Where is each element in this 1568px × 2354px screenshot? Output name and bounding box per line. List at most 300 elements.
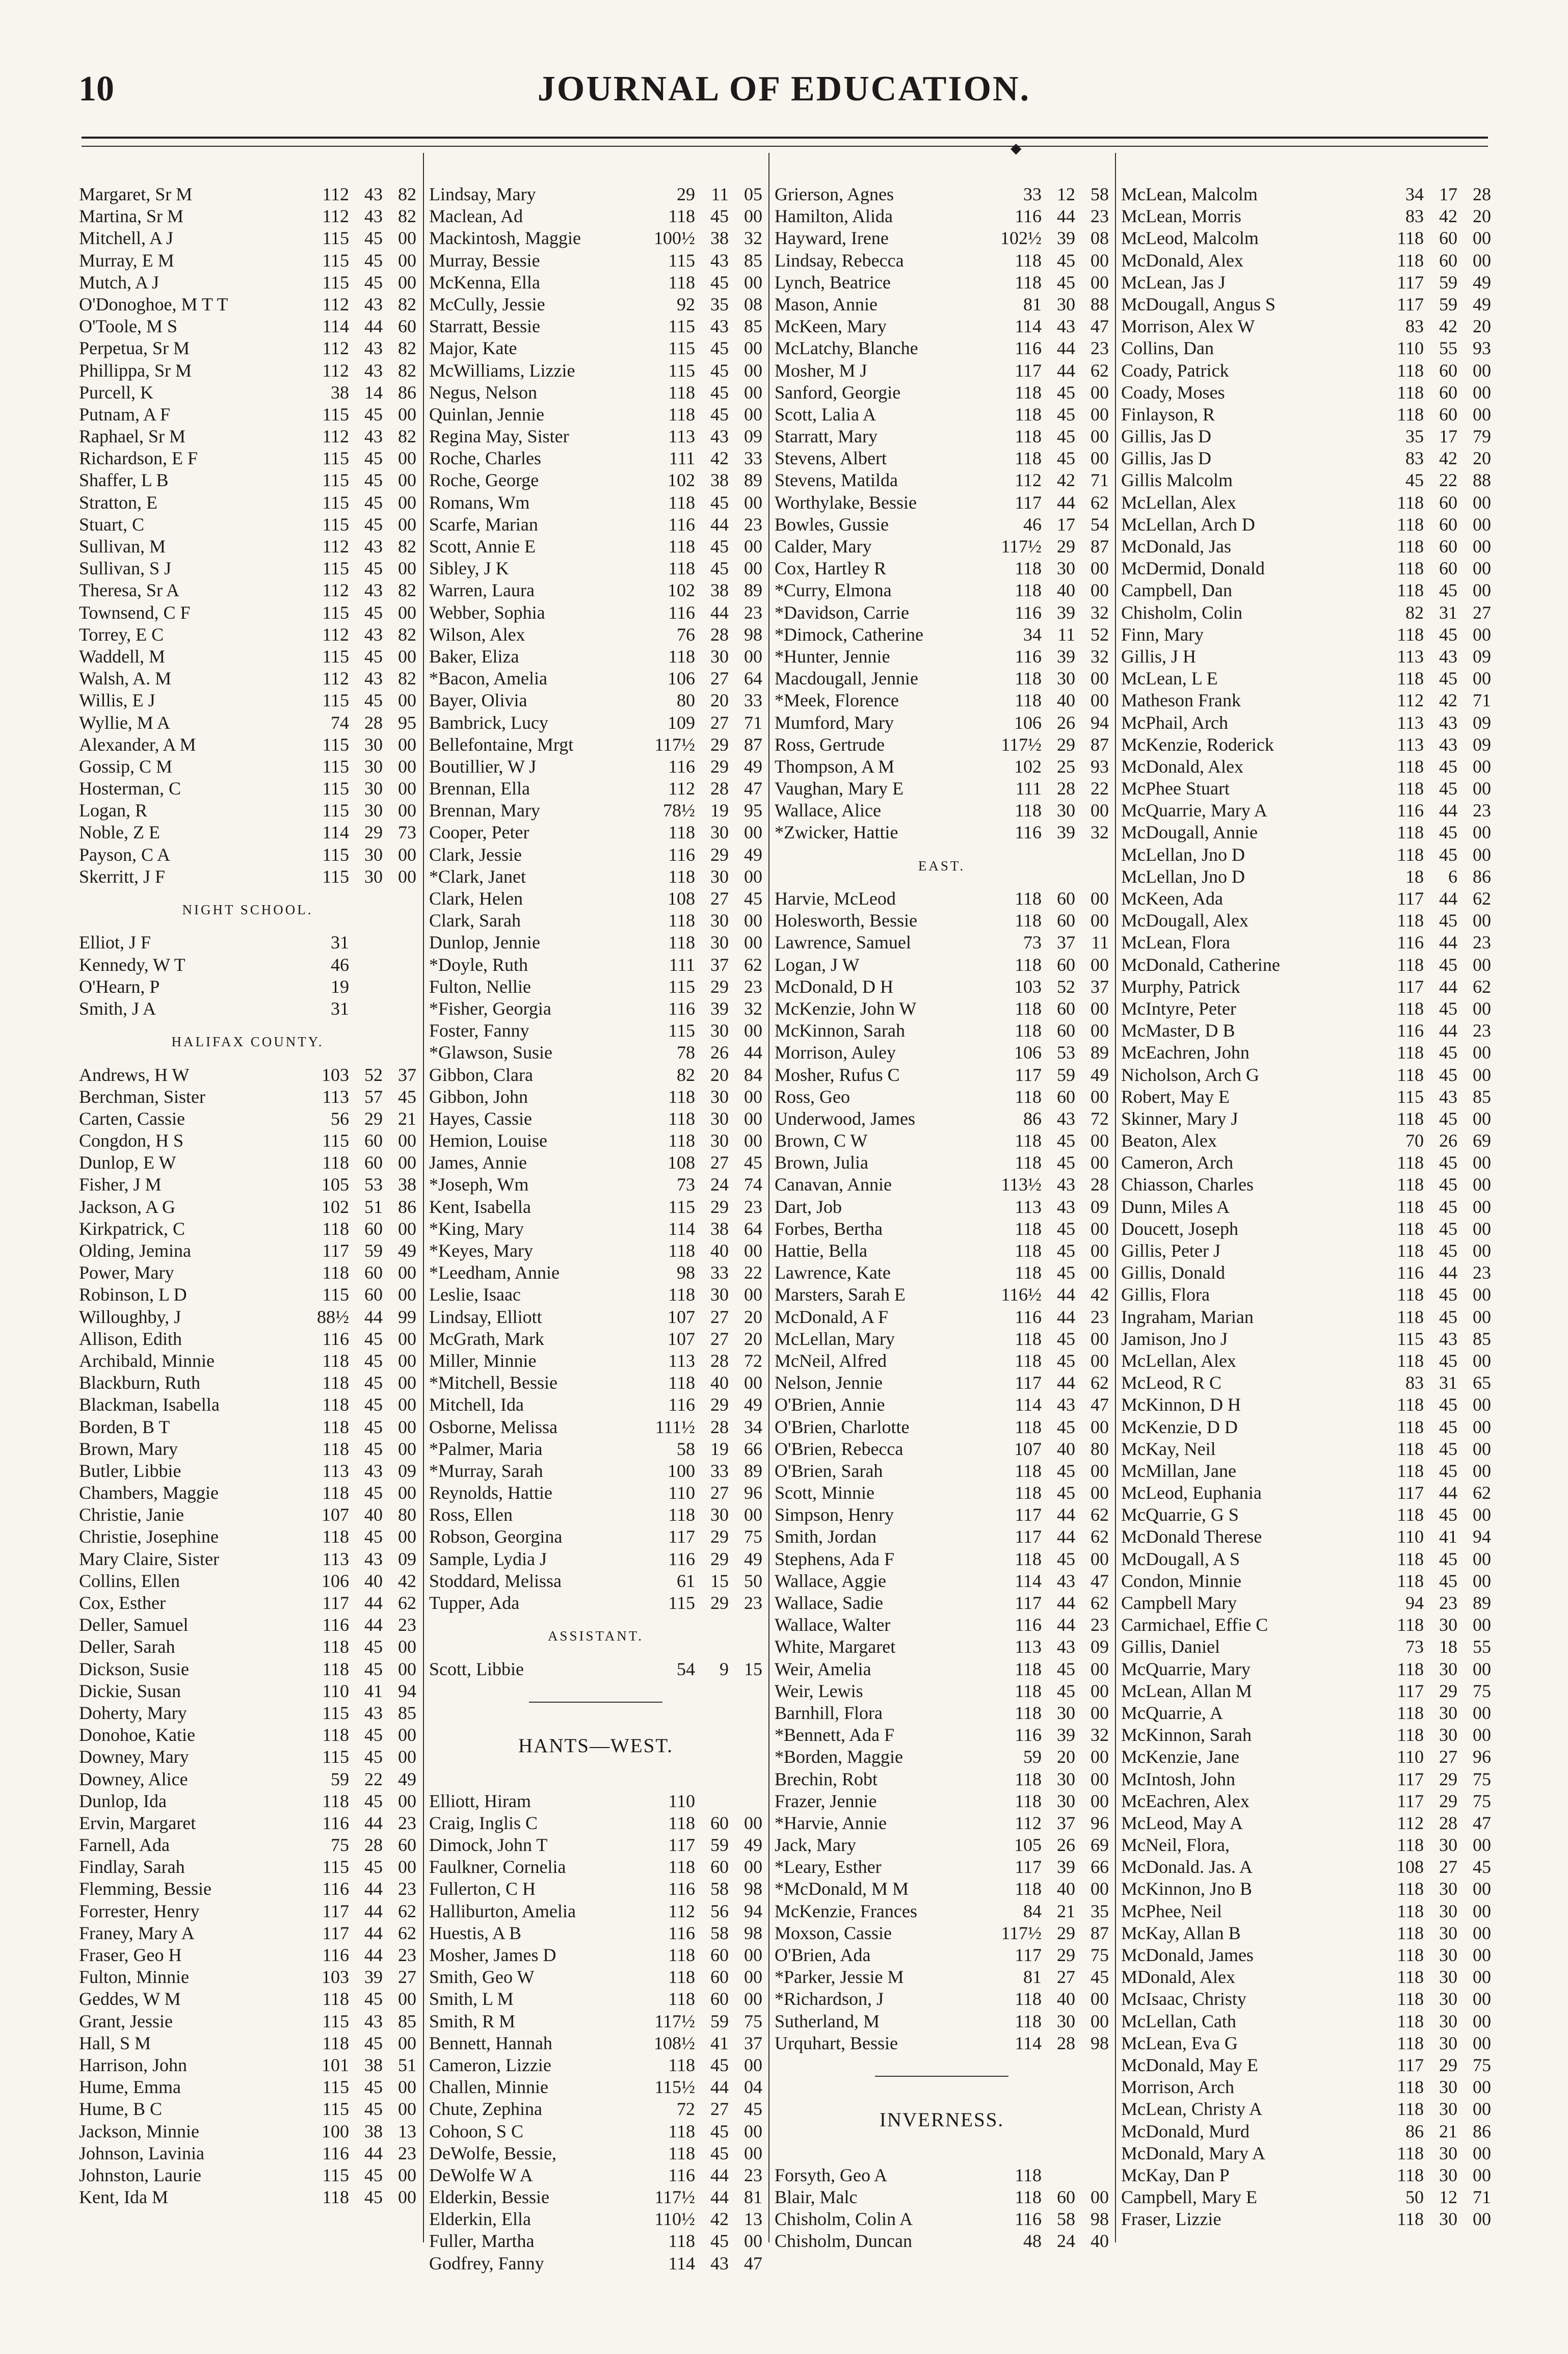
entry-name: Macdougall, Jennie <box>775 668 918 689</box>
entry-amount-dollars: 60 <box>710 1945 729 1966</box>
entry-amount-dollars: 29 <box>1057 1945 1075 1966</box>
entry-days: 118 <box>668 1989 695 2009</box>
entry-name: Dart, Job <box>775 1196 842 1217</box>
entry-amount-cents: 00 <box>1473 1460 1491 1481</box>
entry-amount-dollars: 27 <box>710 1328 729 1349</box>
entry-name: Wyllie, M A <box>79 712 170 733</box>
entry-name: Kennedy, W T <box>79 954 185 975</box>
entry-amount-cents: 75 <box>1473 2054 1491 2075</box>
entry-amount-dollars: 44 <box>364 1900 383 1921</box>
entry-days: 117 <box>1015 1857 1042 1877</box>
entry-days: 116 <box>668 756 695 777</box>
list-item <box>775 1592 1109 1614</box>
entry-name: *Zwicker, Hattie <box>775 822 898 843</box>
entry-name: Kent, Ida M <box>79 2187 168 2208</box>
entry-name: Harrison, John <box>79 2054 187 2075</box>
list-item <box>1121 1130 1491 1152</box>
entry-amount-dollars: 39 <box>710 998 729 1019</box>
entry-name: Stevens, Matilda <box>775 470 898 491</box>
entry-days: 118 <box>1015 1086 1042 1107</box>
entry-amount-dollars: 60 <box>1439 558 1457 579</box>
entry-amount-cents: 00 <box>398 1350 416 1371</box>
list-item <box>1121 272 1491 294</box>
entry-name: Chisholm, Colin <box>1121 602 1243 623</box>
list-item <box>429 1284 762 1306</box>
entry-name: *Clark, Janet <box>429 866 526 887</box>
entry-days: 118 <box>322 1152 349 1173</box>
entry-days: 54 <box>677 1658 695 1679</box>
entry-days: 117½ <box>1001 1922 1042 1943</box>
entry-days: 117 <box>1397 294 1424 314</box>
entry-days: 112 <box>322 294 349 314</box>
entry-amount-cents: 98 <box>744 1879 762 1899</box>
entry-name: Dickie, Susan <box>79 1680 181 1701</box>
entry-name: Condon, Minnie <box>1121 1570 1242 1591</box>
entry-name: Scott, Annie E <box>429 536 536 557</box>
entry-name: McDonald, May E <box>1121 2054 1258 2075</box>
entry-amount-cents: 00 <box>398 1152 416 1173</box>
list-item <box>429 1944 762 1966</box>
entry-amount-cents: 44 <box>744 1042 762 1063</box>
entry-amount-cents: 60 <box>398 1835 416 1856</box>
entry-days: 50 <box>1405 2187 1424 2208</box>
entry-amount-dollars: 60 <box>364 1152 383 1173</box>
entry-amount-dollars: 59 <box>710 2011 729 2031</box>
entry-amount-cents: 00 <box>1091 1350 1109 1371</box>
entry-name: Jackson, Minnie <box>79 2121 199 2141</box>
spacer <box>429 1768 762 1790</box>
entry-amount-dollars: 12 <box>1439 2187 1457 2208</box>
entry-name: Mitchell, A J <box>79 228 174 249</box>
entry-amount-dollars: 51 <box>364 1196 383 1217</box>
entry-amount-cents <box>383 932 416 954</box>
entry-amount-dollars: 30 <box>1439 1702 1457 1723</box>
entry-days: 118 <box>668 1240 695 1261</box>
entry-days: 118 <box>668 2121 695 2141</box>
entry-days: 115 <box>322 448 349 469</box>
entry-amount-cents: 00 <box>1091 1460 1109 1481</box>
list-item <box>79 337 416 359</box>
list-item <box>1121 315 1491 337</box>
entry-amount-dollars: 30 <box>1439 1900 1457 1921</box>
entry-days: 118 <box>1397 1064 1424 1085</box>
list-item <box>429 2076 762 2098</box>
entry-amount-dollars: 30 <box>710 1108 729 1129</box>
entry-name: McLellan, Cath <box>1121 2011 1236 2031</box>
entry-amount-cents: 00 <box>398 1636 416 1657</box>
entry-days: 78½ <box>663 800 695 821</box>
list-item <box>1121 2076 1491 2098</box>
entry-amount-cents: 49 <box>744 1835 762 1856</box>
entry-amount-dollars: 45 <box>364 1989 383 2009</box>
entry-days: 116 <box>322 1812 349 1833</box>
entry-name: Dunlop, Ida <box>79 1790 167 1811</box>
entry-amount-cents: 74 <box>744 1174 762 1195</box>
entry-amount-dollars: 29 <box>710 734 729 755</box>
entry-name: Elderkin, Ella <box>429 2209 531 2230</box>
entry-name: Gillis, Donald <box>1121 1262 1225 1283</box>
entry-days: 115 <box>322 1130 349 1151</box>
list-item <box>79 1196 416 1218</box>
entry-amount-cents: 49 <box>1091 1064 1109 1085</box>
list-item <box>1121 1592 1491 1614</box>
entry-days: 117 <box>1397 1483 1424 1503</box>
entry-amount-cents: 45 <box>744 1152 762 1173</box>
list-item <box>429 1812 762 1834</box>
entry-amount-dollars: 44 <box>1439 1262 1457 1283</box>
entry-amount-cents: 00 <box>1473 1615 1491 1635</box>
entry-amount-dollars: 45 <box>1439 954 1457 975</box>
list-item <box>429 1460 762 1482</box>
entry-amount-dollars: 60 <box>1439 250 1457 271</box>
list-item <box>775 1328 1109 1350</box>
entry-name: Warren, Laura <box>429 580 535 601</box>
entry-amount-cents: 00 <box>744 1945 762 1966</box>
list-item <box>429 2230 762 2252</box>
list-item <box>1121 1240 1491 1262</box>
entry-days: 118 <box>668 558 695 579</box>
entry-days: 113 <box>1397 734 1424 755</box>
entry-days: 117 <box>1015 1526 1042 1547</box>
entry-days: 34 <box>1023 624 1042 645</box>
list-item <box>429 1988 762 2010</box>
entry-amount-cents: 85 <box>1473 1328 1491 1349</box>
entry-amount-dollars: 43 <box>1439 1086 1457 1107</box>
entry-amount-cents: 09 <box>1091 1636 1109 1657</box>
entry-amount-cents: 23 <box>744 1196 762 1217</box>
entry-name: Archibald, Minnie <box>79 1350 215 1371</box>
entry-name: Mackintosh, Maggie <box>429 228 581 249</box>
list-item <box>775 337 1109 359</box>
entry-amount-dollars: 27 <box>710 668 729 689</box>
entry-amount-cents: 08 <box>1091 228 1109 249</box>
entry-amount-cents: 64 <box>744 1218 762 1239</box>
list-item <box>79 844 416 866</box>
list-item <box>775 2011 1109 2032</box>
entry-name: *Davidson, Carrie <box>775 602 909 623</box>
list-item <box>79 514 416 536</box>
section-heading: ASSISTANT. <box>547 1628 644 1644</box>
entry-days: 72 <box>677 2099 695 2120</box>
list-item <box>1121 1812 1491 1834</box>
entry-amount-cents: 23 <box>1473 1262 1491 1283</box>
entry-amount-dollars: 38 <box>710 470 729 491</box>
list-item <box>429 272 762 294</box>
entry-amount-cents: 00 <box>1473 1504 1491 1525</box>
entry-amount-dollars: 43 <box>364 1460 383 1481</box>
entry-amount-cents: 00 <box>1473 624 1491 645</box>
entry-amount-dollars: 30 <box>1439 1658 1457 1679</box>
entry-amount-dollars: 29 <box>1057 536 1075 557</box>
entry-amount-dollars: 33 <box>710 1460 729 1481</box>
entry-days: 103 <box>1014 976 1042 997</box>
entry-amount-cents: 87 <box>1091 1922 1109 1943</box>
list-item <box>79 1856 416 1878</box>
entry-amount-cents: 00 <box>398 2077 416 2098</box>
list-item <box>429 360 762 382</box>
entry-amount-dollars: 45 <box>364 1328 383 1349</box>
entry-amount-dollars: 28 <box>364 712 383 733</box>
entry-amount-dollars: 26 <box>710 1042 729 1063</box>
entry-days: 112 <box>322 624 349 645</box>
list-item <box>79 536 416 558</box>
entry-days: 118 <box>668 1945 695 1966</box>
entry-days: 94 <box>1405 1593 1424 1613</box>
entry-amount-cents: 23 <box>744 514 762 535</box>
entry-amount-cents: 93 <box>1473 338 1491 359</box>
entry-amount-dollars: 41 <box>710 2032 729 2053</box>
entry-days: 117 <box>1015 1945 1042 1966</box>
entry-amount-cents: 00 <box>744 932 762 953</box>
list-item <box>79 315 416 337</box>
list-item <box>79 2164 416 2186</box>
entry-days: 118 <box>668 646 695 667</box>
entry-days: 115 <box>668 338 695 359</box>
entry-amount-dollars: 45 <box>364 2099 383 2120</box>
list-item <box>79 1548 416 1570</box>
list-item <box>1121 624 1491 646</box>
list-item <box>79 2032 416 2054</box>
entry-name: Lawrence, Samuel <box>775 932 911 953</box>
entry-amount-cents: 69 <box>1473 1130 1491 1151</box>
entry-amount-dollars: 30 <box>1057 1790 1075 1811</box>
list-item <box>79 272 416 294</box>
list-item <box>1121 2208 1491 2230</box>
entry-amount-cents: 00 <box>1091 1879 1109 1899</box>
list-item <box>775 1944 1109 1966</box>
entry-name: Godfrey, Fanny <box>429 2253 544 2273</box>
header-rule-thin <box>82 146 1488 147</box>
entry-days: 112 <box>1015 470 1042 491</box>
list-item <box>775 227 1109 249</box>
entry-name: McKinnon, Sarah <box>1121 1725 1252 1745</box>
entry-amount-dollars: 29 <box>364 1108 383 1129</box>
entry-name: Clark, Helen <box>429 888 523 909</box>
list-item <box>775 250 1109 272</box>
entry-amount-cents: 00 <box>1473 1218 1491 1239</box>
entry-days: 118 <box>1397 1879 1424 1899</box>
entry-name: McDonald, James <box>1121 1945 1254 1965</box>
entry-name: Fulton, Minnie <box>79 1967 190 1988</box>
entry-days: 75 <box>331 1835 349 1856</box>
entry-amount-cents: 00 <box>1473 1702 1491 1723</box>
entry-amount-cents: 00 <box>1091 1790 1109 1811</box>
entry-amount-dollars: 40 <box>710 1372 729 1393</box>
entry-amount-dollars: 30 <box>1439 2077 1457 2098</box>
entry-name: Nicholson, Arch G <box>1121 1064 1259 1085</box>
entry-amount-cents: 00 <box>1091 1747 1109 1767</box>
entry-amount-cents: 82 <box>398 206 416 227</box>
list-item <box>1121 1504 1491 1526</box>
entry-name: Gillis, Jas D <box>1121 448 1212 469</box>
entry-days: 118 <box>668 822 695 843</box>
entry-amount-dollars: 11 <box>1057 624 1075 645</box>
entry-days: 88½ <box>317 1306 349 1327</box>
entry-days: 118 <box>1015 250 1042 271</box>
entry-days: 118 <box>1015 426 1042 447</box>
entry-amount-dollars: 45 <box>1057 1483 1075 1503</box>
entry-name: Gibbon, Clara <box>429 1064 533 1085</box>
entry-name: Faulkner, Cornelia <box>429 1857 566 1877</box>
entry-amount-cents: 94 <box>398 1680 416 1701</box>
entry-amount-cents: 00 <box>744 2143 762 2163</box>
entry-amount-cents: 71 <box>744 712 762 733</box>
entry-name: Blackman, Isabella <box>79 1394 220 1415</box>
entry-amount-dollars: 30 <box>1439 2099 1457 2120</box>
entry-amount-cents: 00 <box>1473 1350 1491 1371</box>
entry-name: Margaret, Sr M <box>79 184 193 204</box>
entry-days: 118 <box>1397 1460 1424 1481</box>
entry-days: 118 <box>1015 998 1042 1019</box>
entry-amount-dollars: 45 <box>364 646 383 667</box>
list-item <box>79 1504 416 1526</box>
entry-name: Allison, Edith <box>79 1328 182 1349</box>
entry-days: 117½ <box>1001 734 1042 755</box>
entry-days: 118 <box>1397 1174 1424 1195</box>
list-item <box>429 1592 762 1614</box>
entry-days: 105 <box>322 1174 349 1195</box>
list-item <box>429 337 762 359</box>
entry-amount-dollars: 45 <box>1439 998 1457 1019</box>
entry-days: 76 <box>677 624 695 645</box>
entry-amount-cents: 98 <box>1091 2209 1109 2230</box>
entry-days: 117½ <box>654 2187 695 2208</box>
entry-name: Robson, Georgina <box>429 1526 563 1547</box>
entry-days: 83 <box>1405 1372 1424 1393</box>
entry-amount-cents: 00 <box>1091 910 1109 931</box>
entry-amount-dollars: 30 <box>1057 800 1075 821</box>
entry-days: 118 <box>1397 536 1424 557</box>
entry-days: 116 <box>668 1879 695 1899</box>
entry-days: 108 <box>1396 1857 1424 1877</box>
entry-amount-cents: 00 <box>744 558 762 579</box>
entry-amount-cents: 89 <box>744 1460 762 1481</box>
entry-amount-dollars: 26 <box>1057 712 1075 733</box>
entry-days: 118 <box>668 1857 695 1877</box>
entry-name: Hayes, Cassie <box>429 1108 532 1129</box>
entry-name: Grierson, Agnes <box>775 184 894 204</box>
entry-name: Boutillier, W J <box>429 756 537 777</box>
list-item <box>429 1548 762 1570</box>
entry-amount-dollars: 27 <box>1057 1967 1075 1988</box>
entry-days: 112 <box>668 778 695 799</box>
entry-amount-cents: 75 <box>744 2011 762 2031</box>
entry-name: Jackson, A G <box>79 1196 175 1217</box>
entry-amount-dollars: 39 <box>364 1967 383 1988</box>
entry-amount-cents: 00 <box>1091 1680 1109 1701</box>
entry-days: 118 <box>1015 954 1042 975</box>
list-item <box>1121 536 1491 558</box>
list-item <box>775 272 1109 294</box>
entry-amount-dollars: 45 <box>1439 1064 1457 1085</box>
list-item <box>429 1658 762 1680</box>
entry-amount-cents: 80 <box>1091 1438 1109 1459</box>
entry-amount-cents: 00 <box>1473 2209 1491 2230</box>
entry-amount-dollars: 55 <box>1439 338 1457 359</box>
entry-days: 107 <box>668 1306 695 1327</box>
entry-amount-dollars: 60 <box>1439 228 1457 249</box>
list-item <box>775 624 1109 646</box>
entry-name: Willoughby, J <box>79 1306 181 1327</box>
entry-amount-cents: 75 <box>1473 1790 1491 1811</box>
entry-name: Hattie, Bella <box>775 1240 867 1261</box>
entry-amount-dollars: 45 <box>364 558 383 579</box>
entry-amount-cents: 00 <box>1091 448 1109 469</box>
entry-amount-dollars: 60 <box>1439 382 1457 403</box>
entry-days: 115 <box>322 470 349 491</box>
entry-amount-cents: 00 <box>744 2121 762 2141</box>
entry-amount-dollars: 41 <box>1439 1526 1457 1547</box>
entry-days: 118 <box>1015 1768 1042 1789</box>
entry-amount-dollars: 40 <box>1057 1879 1075 1899</box>
entry-name: Reynolds, Hattie <box>429 1483 552 1503</box>
list-item <box>775 469 1109 491</box>
list-item <box>1121 1746 1491 1768</box>
entry-amount-dollars: 43 <box>364 360 383 381</box>
list-item <box>79 1614 416 1636</box>
list-item <box>1121 2054 1491 2076</box>
entry-amount-dollars: 29 <box>710 976 729 997</box>
list-item <box>429 2054 762 2076</box>
list-item <box>1121 426 1491 447</box>
entry-amount-cents: 00 <box>1473 1240 1491 1261</box>
entry-amount-dollars: 45 <box>1439 1504 1457 1525</box>
entry-days: 115 <box>322 558 349 579</box>
entry-name: McGrath, Mark <box>429 1328 544 1349</box>
entry-name: Brennan, Ella <box>429 778 530 799</box>
entry-amount-cents: 22 <box>1091 778 1109 799</box>
entry-amount-dollars: 31 <box>1439 602 1457 623</box>
entry-amount-cents: 00 <box>744 646 762 667</box>
entry-amount-dollars: 29 <box>710 844 729 865</box>
entry-name: Cameron, Arch <box>1121 1152 1233 1173</box>
entry-name: McKinnon, Sarah <box>775 1020 905 1041</box>
entry-amount-dollars: 45 <box>1439 580 1457 601</box>
entry-amount-dollars: 44 <box>1439 888 1457 909</box>
entry-amount-dollars: 30 <box>1439 2032 1457 2053</box>
list-item <box>1121 1922 1491 1944</box>
entry-days: 107 <box>668 1328 695 1349</box>
entry-name: Wallace, Alice <box>775 800 881 821</box>
entry-amount-dollars: 45 <box>710 360 729 381</box>
entry-amount-cents: 85 <box>744 250 762 271</box>
entry-amount-dollars: 45 <box>1057 382 1075 403</box>
entry-name: Bellefontaine, Mrgt <box>429 734 574 755</box>
entry-name: Major, Kate <box>429 338 517 359</box>
entry-days: 115 <box>322 250 349 271</box>
entry-amount-dollars: 27 <box>710 888 729 909</box>
entry-name: Urquhart, Bessie <box>775 2032 898 2053</box>
entry-amount-cents: 62 <box>1091 492 1109 513</box>
entry-amount-dollars: 43 <box>364 206 383 227</box>
list-item <box>775 1108 1109 1130</box>
entry-amount-dollars: 45 <box>1439 1460 1457 1481</box>
entry-days: 92 <box>677 294 695 314</box>
entry-amount-cents: 11 <box>1091 932 1109 953</box>
entry-amount-dollars: 45 <box>1057 1416 1075 1437</box>
list-item <box>1121 1570 1491 1592</box>
list-item <box>775 447 1109 469</box>
entry-name: McWilliams, Lizzie <box>429 360 575 381</box>
list-item <box>775 1614 1109 1636</box>
entry-amount-dollars: 45 <box>364 250 383 271</box>
entry-name: Fuller, Martha <box>429 2231 535 2252</box>
entry-amount-dollars: 43 <box>710 2253 729 2273</box>
list-item <box>429 800 762 822</box>
list-item <box>1121 447 1491 469</box>
entry-amount-dollars <box>349 976 383 998</box>
entry-days: 86 <box>1023 1108 1042 1129</box>
